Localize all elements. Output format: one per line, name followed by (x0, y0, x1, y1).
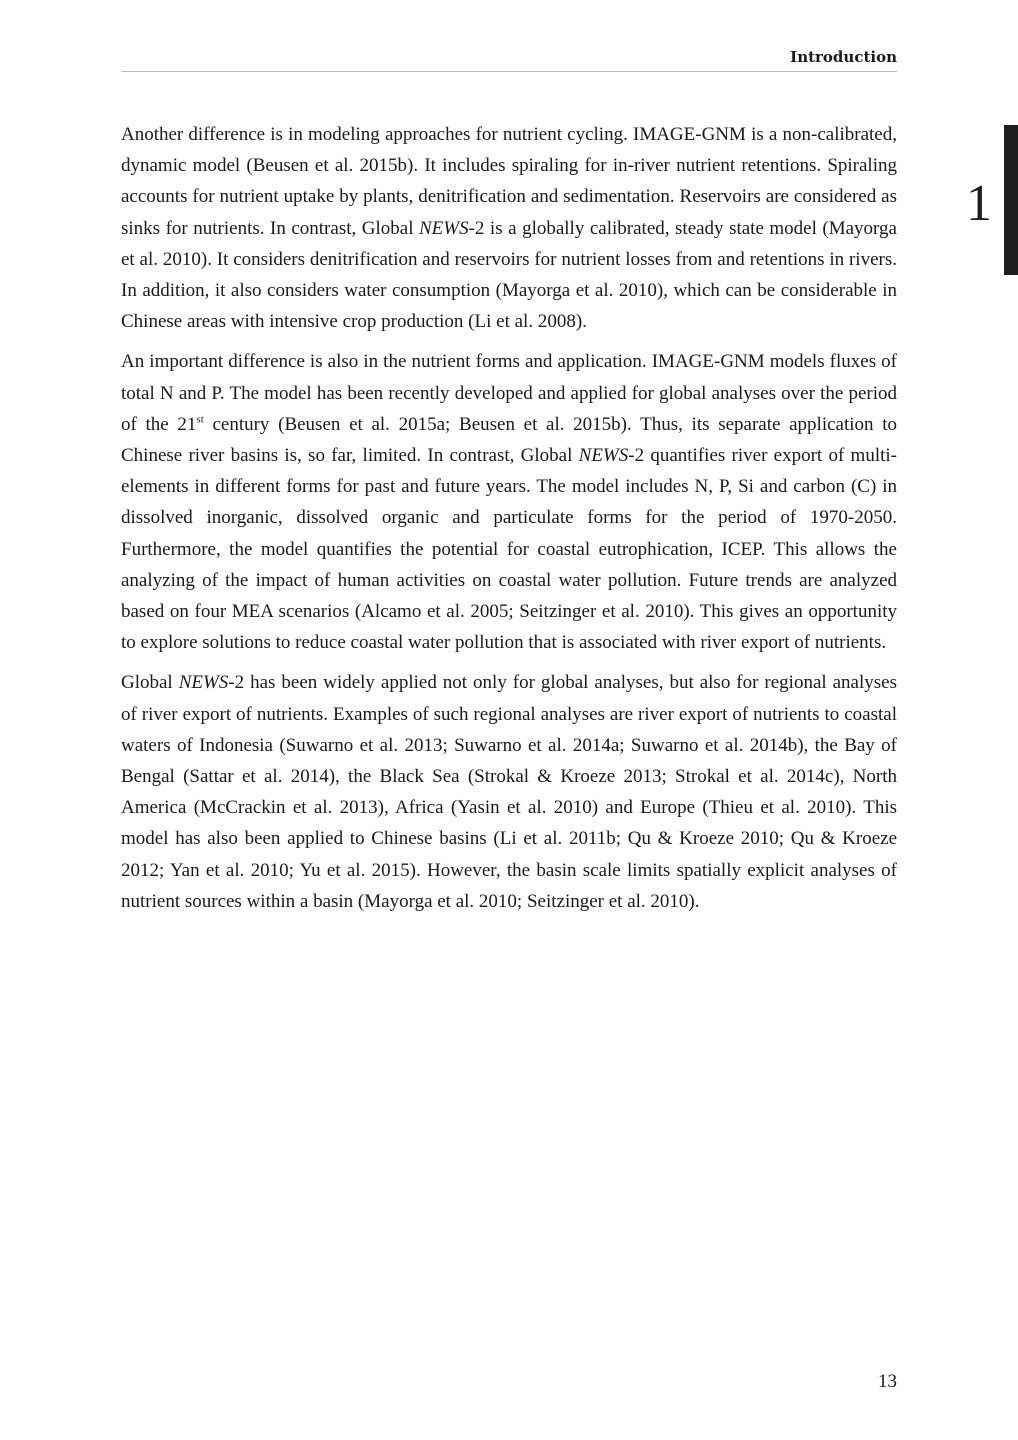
model-name-italic: NEWS (178, 672, 229, 694)
model-name-italic: NEWS (578, 445, 629, 467)
paragraph-nutrient-forms (121, 346, 897, 658)
text-segment: -2 is a globally calibrated, steady state model (Mayorga et al. 2010). It considers denitrification and reservoirs for nutrient losses from and retentions in rivers. In addition, it also considers water consumption (Mayorga et al. 2010), which can be considerable in Chinese areas with intensive crop production (Li et al. 2008). (121, 217, 897, 333)
chapter-number: 1 (966, 175, 992, 232)
chapter-tab (1004, 125, 1018, 275)
text-segment: An important difference is also in the nutrient forms and application. IMAGE-GNM models fluxes of total N and P. The model has been recently developed and applied for global analyses over the period of the 21 (121, 351, 897, 435)
body-text (121, 119, 897, 926)
text-segment: -2 quantifies river export of multi-elements in different forms for past and future years. The model includes N, P, Si and carbon (C) in dissolved inorganic, dissolved organic and particulate forms for the period of 1970-2050. Furthermore, the model quantifies the potential for coastal eutrophication, ICEP. This allows the analyzing of the impact of human activities on coastal water pollution. Future trends are analyzed based on four MEA scenarios (Alcamo et al. 2005; Seitzinger et al. 2010). This gives an opportunity to explore solutions to reduce coastal water pollution that is associated with river export of nutrients. (121, 445, 897, 654)
paragraph-regional-applications (121, 667, 897, 917)
model-name-italic: NEWS (418, 217, 469, 239)
section-title: Introduction (790, 48, 897, 66)
paragraph-model-approaches (121, 119, 897, 337)
text-segment: -2 has been widely applied not only for global analyses, but also for regional analyses of river export of nutrients. Examples of such regional analyses are river export of nutrients to coastal waters of Indonesia (Suwarno et al. 2013; Suwarno et al. 2014a; Suwarno et al. 2014b), the Bay of Bengal (Sattar et al. 2014), the Black Sea (Strokal & Kroeze 2013; Strokal et al. 2014c), North America (McCrackin et al. 2013), Africa (Yasin et al. 2010) and Europe (Thieu et al. 2010). This model has also been applied to Chinese basins (Li et al. 2011b; Qu & Kroeze 2010; Qu & Kroeze 2012; Yan et al. 2010; Yu et al. 2015). However, the basin scale limits spatially explicit analyses of nutrient sources within a basin (Mayorga et al. 2010; Seitzinger et al. 2010). (121, 672, 897, 912)
ordinal-superscript: st (196, 413, 204, 426)
page-number: 13 (878, 1371, 897, 1392)
running-header (121, 46, 897, 72)
text-segment: Global (121, 672, 179, 694)
text-segment: century (Beusen et al. 2015a; Beusen et al. 2015b). Thus, its separate application to Chinese river basins is, so far, limited. In contrast, Global (121, 413, 897, 467)
text-segment: Another difference is in modeling approaches for nutrient cycling. IMAGE-GNM is a non-calibrated, dynamic model (Beusen et al. 2015b). It includes spiraling for in-river nutrient retentions. Spiraling accounts for nutrient uptake by plants, denitrification and sedimentation. Reservoirs are considered as sinks for nutrients. In contrast, Global (121, 124, 897, 239)
